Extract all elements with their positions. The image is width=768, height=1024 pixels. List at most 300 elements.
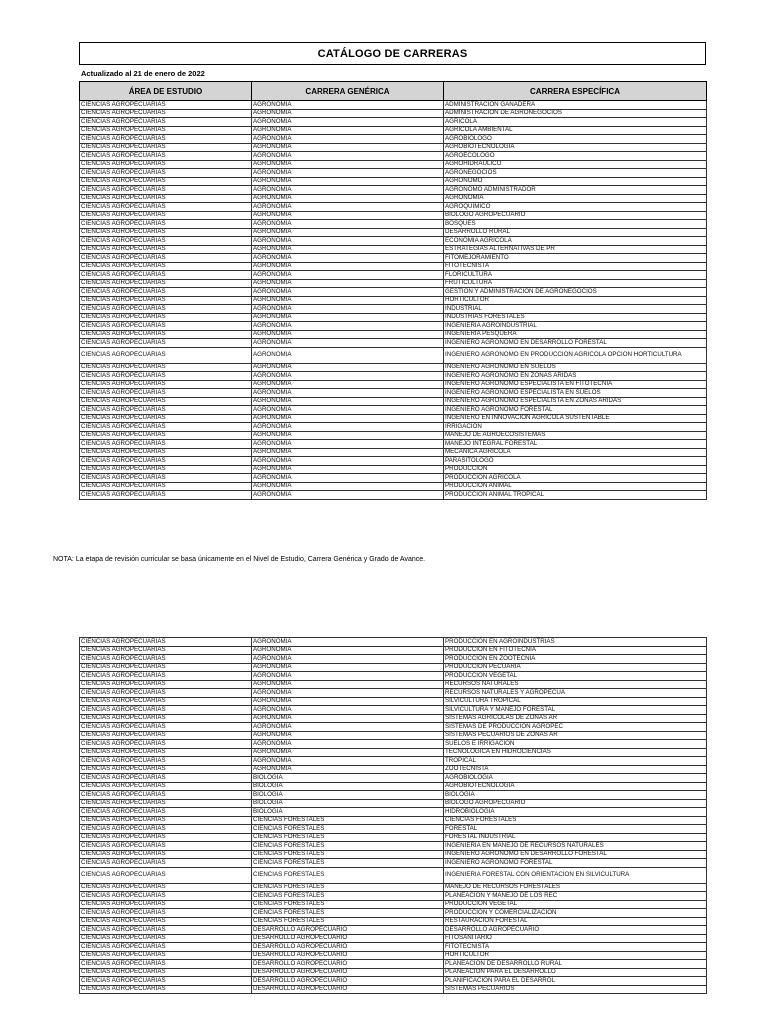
cell-area-estudio: CIENCIAS AGROPECUARIAS — [80, 109, 252, 118]
cell-area-estudio: CIENCIAS AGROPECUARIAS — [80, 655, 252, 664]
cell-area-estudio: CIENCIAS AGROPECUARIAS — [80, 977, 252, 986]
table-row — [80, 482, 707, 491]
table-row — [80, 791, 707, 800]
cell-carrera-generica: AGRONOMIA — [252, 491, 444, 500]
table-row — [80, 731, 707, 740]
table-row — [80, 160, 707, 169]
table-row — [80, 126, 707, 135]
cell-carrera-especifica: PLANEACION DE DESARROLLO RURAL — [444, 960, 707, 969]
cell-carrera-especifica: FITOMEJORAMIENTO — [444, 254, 707, 263]
cell-area-estudio: CIENCIAS AGROPECUARIAS — [80, 808, 252, 817]
cell-area-estudio: CIENCIAS AGROPECUARIAS — [80, 186, 252, 195]
table-row — [80, 723, 707, 732]
cell-carrera-especifica: INGENIERO AGRONOMO EN DESARROLLO FORESTAL — [444, 850, 707, 859]
table-row — [80, 330, 707, 339]
cell-area-estudio: CIENCIAS AGROPECUARIAS — [80, 389, 252, 398]
cell-carrera-especifica: IRRIGACION — [444, 423, 707, 432]
cell-carrera-especifica: PRODUCCION EN ZOOTECNIA — [444, 655, 707, 664]
cell-area-estudio: CIENCIAS AGROPECUARIAS — [80, 414, 252, 423]
cell-carrera-especifica: AGRONEGOCIOS — [444, 169, 707, 178]
cell-carrera-generica: DESARROLLO AGROPECUARIO — [252, 985, 444, 994]
cell-carrera-generica: DESARROLLO AGROPECUARIO — [252, 968, 444, 977]
cell-carrera-generica: AGRONOMIA — [252, 169, 444, 178]
cell-carrera-generica: AGRONOMIA — [252, 680, 444, 689]
cell-carrera-generica: DESARROLLO AGROPECUARIO — [252, 960, 444, 969]
cell-carrera-especifica: FORESTAL — [444, 825, 707, 834]
cell-area-estudio: CIENCIAS AGROPECUARIAS — [80, 423, 252, 432]
table-row — [80, 457, 707, 466]
cell-carrera-especifica: PRODUCCION PECUARIA — [444, 663, 707, 672]
cell-area-estudio: CIENCIAS AGROPECUARIAS — [80, 465, 252, 474]
cell-area-estudio: CIENCIAS AGROPECUARIAS — [80, 101, 252, 110]
cell-area-estudio: CIENCIAS AGROPECUARIAS — [80, 689, 252, 698]
cell-carrera-generica: AGRONOMIA — [252, 731, 444, 740]
table-row — [80, 985, 707, 994]
cell-carrera-especifica: INGENIERIA EN MANEJO DE RECURSOS NATURALES — [444, 842, 707, 851]
cell-carrera-especifica: SISTEMAS DE PRODUCCION AGROPEC — [444, 723, 707, 732]
cell-carrera-especifica: PRODUCCION VEGETAL — [444, 672, 707, 681]
cell-area-estudio: CIENCIAS AGROPECUARIAS — [80, 271, 252, 280]
cell-area-estudio: CIENCIAS AGROPECUARIAS — [80, 305, 252, 314]
table-row — [80, 211, 707, 220]
cell-carrera-generica: AGRONOMIA — [252, 740, 444, 749]
cell-area-estudio: CIENCIAS AGROPECUARIAS — [80, 220, 252, 229]
cell-carrera-generica: AGRONOMIA — [252, 152, 444, 161]
catalog-title: CATÁLOGO DE CARRERAS — [317, 47, 468, 60]
cell-carrera-generica: AGRONOMIA — [252, 211, 444, 220]
cell-carrera-especifica: SILVICULTURA TROPICAL — [444, 697, 707, 706]
cell-area-estudio: CIENCIAS AGROPECUARIAS — [80, 431, 252, 440]
cell-carrera-generica: BIOLOGIA — [252, 774, 444, 783]
cell-area-estudio: CIENCIAS AGROPECUARIAS — [80, 397, 252, 406]
cell-area-estudio: CIENCIAS AGROPECUARIAS — [80, 288, 252, 297]
cell-carrera-especifica: FRUTICULTURA — [444, 279, 707, 288]
cell-area-estudio: CIENCIAS AGROPECUARIAS — [80, 322, 252, 331]
cell-carrera-generica: AGRONOMIA — [252, 689, 444, 698]
table-row — [80, 833, 707, 842]
cell-area-estudio: CIENCIAS AGROPECUARIAS — [80, 448, 252, 457]
cell-carrera-especifica: PRODUCCION EN AGROINDUSTRIAS — [444, 638, 707, 647]
table-row — [80, 271, 707, 280]
cell-carrera-generica: AGRONOMIA — [252, 414, 444, 423]
table-row — [80, 663, 707, 672]
cell-carrera-especifica: AGRICOLA AMBIENTAL — [444, 126, 707, 135]
cell-carrera-especifica: INGENIERO AGRONOMO EN DESARROLLO FORESTAL — [444, 339, 707, 348]
cell-area-estudio: CIENCIAS AGROPECUARIAS — [80, 169, 252, 178]
cell-area-estudio: CIENCIAS AGROPECUARIAS — [80, 960, 252, 969]
cell-carrera-generica: AGRONOMIA — [252, 279, 444, 288]
table-row — [80, 943, 707, 952]
cell-carrera-especifica: SISTEMAS AGRICOLAS DE ZONAS AR — [444, 714, 707, 723]
cell-area-estudio: CIENCIAS AGROPECUARIAS — [80, 723, 252, 732]
table-row — [80, 254, 707, 263]
cell-carrera-generica: AGRONOMIA — [252, 322, 444, 331]
cell-carrera-especifica: RECURSOS NATURALES — [444, 680, 707, 689]
cell-area-estudio: CIENCIAS AGROPECUARIAS — [80, 663, 252, 672]
cell-area-estudio: CIENCIAS AGROPECUARIAS — [80, 194, 252, 203]
cell-carrera-generica: AGRONOMIA — [252, 135, 444, 144]
cell-area-estudio: CIENCIAS AGROPECUARIAS — [80, 339, 252, 348]
cell-area-estudio: CIENCIAS AGROPECUARIAS — [80, 926, 252, 935]
table-row — [80, 672, 707, 681]
header-carrera-generica: CARRERA GENÉRICA — [252, 82, 444, 101]
cell-area-estudio: CIENCIAS AGROPECUARIAS — [80, 714, 252, 723]
table-body-page-2 — [80, 638, 707, 994]
cell-carrera-generica: CIENCIAS FORESTALES — [252, 883, 444, 892]
cell-carrera-generica: AGRONOMIA — [252, 160, 444, 169]
cell-area-estudio: CIENCIAS AGROPECUARIAS — [80, 706, 252, 715]
cell-carrera-generica: AGRONOMIA — [252, 638, 444, 647]
table-row — [80, 431, 707, 440]
cell-carrera-generica: CIENCIAS FORESTALES — [252, 892, 444, 901]
cell-carrera-especifica: AGROQUIMICO — [444, 203, 707, 212]
table-row — [80, 689, 707, 698]
table-row — [80, 296, 707, 305]
header-carrera-especifica: CARRERA ESPECÍFICA — [444, 82, 707, 101]
cell-carrera-generica: AGRONOMIA — [252, 646, 444, 655]
catalog-title-box — [79, 42, 706, 65]
cell-carrera-especifica: INGENIERO AGRONOMO EN ZONAS ARIDAS — [444, 372, 707, 381]
cell-carrera-generica: AGRONOMIA — [252, 186, 444, 195]
catalog-table-page-1 — [79, 81, 707, 500]
table-row — [80, 322, 707, 331]
cell-area-estudio: CIENCIAS AGROPECUARIAS — [80, 347, 252, 363]
table-row — [80, 339, 707, 348]
cell-carrera-especifica: DESARROLLO AGROPECUARIO — [444, 926, 707, 935]
cell-carrera-generica: CIENCIAS FORESTALES — [252, 816, 444, 825]
cell-carrera-generica: AGRONOMIA — [252, 363, 444, 372]
cell-carrera-generica: AGRONOMIA — [252, 296, 444, 305]
header-area-estudio: ÁREA DE ESTUDIO — [80, 82, 252, 101]
cell-carrera-especifica: PLANEACION PARA EL DESARROLLO — [444, 968, 707, 977]
cell-area-estudio: CIENCIAS AGROPECUARIAS — [80, 228, 252, 237]
cell-carrera-especifica: GESTION Y ADMINISTRACION DE AGRONEGOCIOS — [444, 288, 707, 297]
cell-carrera-especifica: AGROBIOTECNOLOGIA — [444, 782, 707, 791]
table-row — [80, 203, 707, 212]
cell-area-estudio: CIENCIAS AGROPECUARIAS — [80, 254, 252, 263]
cell-carrera-generica: AGRONOMIA — [252, 706, 444, 715]
cell-carrera-especifica: INGENIERO AGRONOMO EN SUELOS — [444, 363, 707, 372]
cell-carrera-especifica: INDUSTRIAL — [444, 305, 707, 314]
cell-area-estudio: CIENCIAS AGROPECUARIAS — [80, 934, 252, 943]
cell-carrera-generica: AGRONOMIA — [252, 757, 444, 766]
table-row — [80, 917, 707, 926]
cell-carrera-especifica: SISTEMAS PECUARIOS DE ZONAS AR — [444, 731, 707, 740]
table-row — [80, 808, 707, 817]
cell-carrera-especifica: AGROBIOTECNOLOGIA — [444, 143, 707, 152]
cell-carrera-generica: AGRONOMIA — [252, 423, 444, 432]
cell-carrera-generica: AGRONOMIA — [252, 372, 444, 381]
table-row — [80, 135, 707, 144]
cell-carrera-generica: AGRONOMIA — [252, 457, 444, 466]
cell-area-estudio: CIENCIAS AGROPECUARIAS — [80, 211, 252, 220]
table-row — [80, 245, 707, 254]
cell-carrera-especifica: ADMINISTRACION DE AGRONEGOCIOS — [444, 109, 707, 118]
cell-carrera-especifica: INGENIERO AGRONOMO FORESTAL — [444, 406, 707, 415]
cell-area-estudio: CIENCIAS AGROPECUARIAS — [80, 850, 252, 859]
cell-area-estudio: CIENCIAS AGROPECUARIAS — [80, 816, 252, 825]
updated-date: Actualizado al 21 de enero de 2022 — [81, 69, 205, 78]
cell-carrera-generica: BIOLOGIA — [252, 791, 444, 800]
cell-carrera-especifica: SISTEMAS PECUARIOS — [444, 985, 707, 994]
table-header-row — [80, 82, 707, 101]
cell-carrera-especifica: HORTICULTOR — [444, 296, 707, 305]
cell-carrera-especifica: RECURSOS NATURALES Y AGROPECUA — [444, 689, 707, 698]
cell-area-estudio: CIENCIAS AGROPECUARIAS — [80, 440, 252, 449]
catalog-table-page-2 — [79, 637, 707, 994]
cell-area-estudio: CIENCIAS AGROPECUARIAS — [80, 883, 252, 892]
cell-carrera-generica: CIENCIAS FORESTALES — [252, 917, 444, 926]
cell-carrera-especifica: AGROBIOLOGIA — [444, 774, 707, 783]
cell-carrera-generica: DESARROLLO AGROPECUARIO — [252, 943, 444, 952]
cell-carrera-generica: AGRONOMIA — [252, 723, 444, 732]
cell-carrera-generica: AGRONOMIA — [252, 389, 444, 398]
cell-carrera-generica: AGRONOMIA — [252, 697, 444, 706]
cell-carrera-especifica: BIOLOGO AGROPECUARIO — [444, 799, 707, 808]
table-row — [80, 859, 707, 868]
cell-carrera-especifica: FITOTECNISTA — [444, 262, 707, 271]
cell-carrera-generica: AGRONOMIA — [252, 118, 444, 127]
cell-carrera-especifica: RESTAURACION FORESTAL — [444, 917, 707, 926]
cell-carrera-generica: AGRONOMIA — [252, 465, 444, 474]
cell-carrera-especifica: PRODUCCION ANIMAL TROPICAL — [444, 491, 707, 500]
cell-area-estudio: CIENCIAS AGROPECUARIAS — [80, 968, 252, 977]
cell-carrera-generica: AGRONOMIA — [252, 339, 444, 348]
cell-carrera-especifica: MANEJO DE AGROECOSISTEMAS — [444, 431, 707, 440]
cell-area-estudio: CIENCIAS AGROPECUARIAS — [80, 748, 252, 757]
table-row — [80, 237, 707, 246]
cell-carrera-especifica: FITOTECNISTA — [444, 943, 707, 952]
cell-carrera-especifica: PRODUCCION ANIMAL — [444, 482, 707, 491]
cell-carrera-generica: AGRONOMIA — [252, 220, 444, 229]
cell-carrera-especifica: AGRONOMO — [444, 177, 707, 186]
cell-carrera-especifica: AGRONOMO ADMINISTRADOR — [444, 186, 707, 195]
table-row — [80, 177, 707, 186]
table-row — [80, 169, 707, 178]
table-row — [80, 892, 707, 901]
cell-area-estudio: CIENCIAS AGROPECUARIAS — [80, 245, 252, 254]
cell-area-estudio: CIENCIAS AGROPECUARIAS — [80, 177, 252, 186]
cell-carrera-especifica: INGENIERO EN INNOVACION AGRICOLA SUSTENTABLE — [444, 414, 707, 423]
cell-carrera-especifica: ECONOMIA AGRICOLA — [444, 237, 707, 246]
table-row — [80, 279, 707, 288]
table-row — [80, 909, 707, 918]
cell-carrera-especifica: CIENCIAS FORESTALES — [444, 816, 707, 825]
cell-carrera-especifica: AGROHIDRAULICO — [444, 160, 707, 169]
table-row — [80, 740, 707, 749]
cell-carrera-generica: AGRONOMIA — [252, 431, 444, 440]
table-row — [80, 680, 707, 689]
table-row — [80, 706, 707, 715]
cell-area-estudio: CIENCIAS AGROPECUARIAS — [80, 909, 252, 918]
cell-carrera-generica: AGRONOMIA — [252, 177, 444, 186]
cell-carrera-especifica: INGENIERO AGRONOMO ESPECIALISTA EN FITOTECNIA — [444, 380, 707, 389]
cell-carrera-especifica: ESTRATEGIAS ALTERNATIVAS DE PR — [444, 245, 707, 254]
cell-area-estudio: CIENCIAS AGROPECUARIAS — [80, 765, 252, 774]
cell-area-estudio: CIENCIAS AGROPECUARIAS — [80, 406, 252, 415]
cell-area-estudio: CIENCIAS AGROPECUARIAS — [80, 482, 252, 491]
table-row — [80, 638, 707, 647]
cell-carrera-generica: AGRONOMIA — [252, 655, 444, 664]
cell-carrera-generica: CIENCIAS FORESTALES — [252, 909, 444, 918]
table-row — [80, 748, 707, 757]
cell-area-estudio: CIENCIAS AGROPECUARIAS — [80, 900, 252, 909]
cell-area-estudio: CIENCIAS AGROPECUARIAS — [80, 143, 252, 152]
cell-area-estudio: CIENCIAS AGROPECUARIAS — [80, 859, 252, 868]
table-row — [80, 406, 707, 415]
cell-carrera-especifica: HIDROBIOLOGIA — [444, 808, 707, 817]
cell-carrera-generica: DESARROLLO AGROPECUARIO — [252, 926, 444, 935]
cell-area-estudio: CIENCIAS AGROPECUARIAS — [80, 833, 252, 842]
table-row — [80, 363, 707, 372]
cell-area-estudio: CIENCIAS AGROPECUARIAS — [80, 491, 252, 500]
cell-area-estudio: CIENCIAS AGROPECUARIAS — [80, 757, 252, 766]
cell-area-estudio: CIENCIAS AGROPECUARIAS — [80, 203, 252, 212]
table-row — [80, 389, 707, 398]
cell-carrera-especifica: TECNOLOGICA EN HIDROCIENCIAS — [444, 748, 707, 757]
table-row — [80, 288, 707, 297]
table-row — [80, 646, 707, 655]
table-row — [80, 816, 707, 825]
cell-carrera-generica: AGRONOMIA — [252, 672, 444, 681]
cell-carrera-generica: CIENCIAS FORESTALES — [252, 825, 444, 834]
cell-carrera-generica: CIENCIAS FORESTALES — [252, 850, 444, 859]
table-row — [80, 883, 707, 892]
cell-area-estudio: CIENCIAS AGROPECUARIAS — [80, 740, 252, 749]
cell-carrera-generica: CIENCIAS FORESTALES — [252, 833, 444, 842]
table-row — [80, 228, 707, 237]
table-row — [80, 934, 707, 943]
cell-area-estudio: CIENCIAS AGROPECUARIAS — [80, 892, 252, 901]
cell-carrera-especifica: AGROBIOLOGO — [444, 135, 707, 144]
cell-area-estudio: CIENCIAS AGROPECUARIAS — [80, 791, 252, 800]
table-row — [80, 655, 707, 664]
table-row — [80, 867, 707, 883]
cell-area-estudio: CIENCIAS AGROPECUARIAS — [80, 782, 252, 791]
table-row — [80, 474, 707, 483]
table-row — [80, 757, 707, 766]
cell-carrera-especifica: DESARROLLO RURAL — [444, 228, 707, 237]
cell-carrera-generica: AGRONOMIA — [252, 448, 444, 457]
table-row — [80, 900, 707, 909]
table-row — [80, 262, 707, 271]
table-row — [80, 440, 707, 449]
table-row — [80, 960, 707, 969]
cell-carrera-especifica: INGENIERO AGRONOMO ESPECIALISTA EN ZONAS ARIDAS — [444, 397, 707, 406]
cell-area-estudio: CIENCIAS AGROPECUARIAS — [80, 237, 252, 246]
table-row — [80, 347, 707, 363]
table-row — [80, 186, 707, 195]
cell-carrera-generica: AGRONOMIA — [252, 271, 444, 280]
cell-carrera-generica: CIENCIAS FORESTALES — [252, 842, 444, 851]
table-row — [80, 968, 707, 977]
cell-area-estudio: CIENCIAS AGROPECUARIAS — [80, 380, 252, 389]
cell-area-estudio: CIENCIAS AGROPECUARIAS — [80, 943, 252, 952]
cell-carrera-generica: AGRONOMIA — [252, 748, 444, 757]
cell-carrera-especifica: FITOSANITARIO — [444, 934, 707, 943]
cell-carrera-especifica: AGRONOMIA — [444, 194, 707, 203]
cell-area-estudio: CIENCIAS AGROPECUARIAS — [80, 160, 252, 169]
cell-carrera-especifica: PRODUCCION EN FITOTECNIA — [444, 646, 707, 655]
table-row — [80, 194, 707, 203]
table-row — [80, 101, 707, 110]
cell-area-estudio: CIENCIAS AGROPECUARIAS — [80, 842, 252, 851]
cell-carrera-generica: AGRONOMIA — [252, 262, 444, 271]
cell-carrera-generica: DESARROLLO AGROPECUARIO — [252, 951, 444, 960]
table-row — [80, 397, 707, 406]
table-row — [80, 143, 707, 152]
cell-carrera-especifica: SUELOS E IRRIGACION — [444, 740, 707, 749]
cell-area-estudio: CIENCIAS AGROPECUARIAS — [80, 985, 252, 994]
cell-area-estudio: CIENCIAS AGROPECUARIAS — [80, 279, 252, 288]
cell-carrera-generica: AGRONOMIA — [252, 101, 444, 110]
cell-carrera-generica: CIENCIAS FORESTALES — [252, 859, 444, 868]
cell-area-estudio: CIENCIAS AGROPECUARIAS — [80, 680, 252, 689]
cell-carrera-especifica: PLANEACION Y MANEJO DE LOS REC — [444, 892, 707, 901]
cell-carrera-generica: AGRONOMIA — [252, 440, 444, 449]
cell-carrera-especifica: INGENIERIA PESQUERA — [444, 330, 707, 339]
cell-area-estudio: CIENCIAS AGROPECUARIAS — [80, 774, 252, 783]
cell-carrera-generica: AGRONOMIA — [252, 237, 444, 246]
cell-carrera-especifica: MANEJO DE RECURSOS FORESTALES — [444, 883, 707, 892]
cell-carrera-generica: AGRONOMIA — [252, 406, 444, 415]
cell-carrera-generica: AGRONOMIA — [252, 347, 444, 363]
cell-area-estudio: CIENCIAS AGROPECUARIAS — [80, 731, 252, 740]
cell-carrera-especifica: MANEJO INTEGRAL FORESTAL — [444, 440, 707, 449]
table-row — [80, 423, 707, 432]
table-row — [80, 313, 707, 322]
cell-carrera-especifica: INGENIERO AGRONOMO FORESTAL — [444, 859, 707, 868]
cell-carrera-especifica: FORESTAL INDUSTRIAL — [444, 833, 707, 842]
table-row — [80, 714, 707, 723]
cell-carrera-generica: CIENCIAS FORESTALES — [252, 867, 444, 883]
cell-carrera-especifica: HORTICULTOR — [444, 951, 707, 960]
table-row — [80, 380, 707, 389]
cell-carrera-especifica: PRODUCCION AGRICOLA — [444, 474, 707, 483]
cell-area-estudio: CIENCIAS AGROPECUARIAS — [80, 363, 252, 372]
cell-carrera-especifica: ADMINISTRACION GANADERA — [444, 101, 707, 110]
cell-carrera-generica: AGRONOMIA — [252, 474, 444, 483]
table-row — [80, 372, 707, 381]
cell-carrera-especifica: FLORICULTURA — [444, 271, 707, 280]
footnote: NOTA: La etapa de revisión curricular se basa únicamente en el Nivel de Estudio, Carrera Genérica y Grado de Avance. — [53, 556, 426, 563]
cell-carrera-generica: AGRONOMIA — [252, 330, 444, 339]
table-body-page-1 — [80, 101, 707, 500]
cell-area-estudio: CIENCIAS AGROPECUARIAS — [80, 330, 252, 339]
cell-area-estudio: CIENCIAS AGROPECUARIAS — [80, 118, 252, 127]
cell-carrera-especifica: PLANIFICACION PARA EL DESARROL — [444, 977, 707, 986]
cell-carrera-generica: BIOLOGIA — [252, 799, 444, 808]
cell-area-estudio: CIENCIAS AGROPECUARIAS — [80, 135, 252, 144]
cell-carrera-especifica: MECANICA AGRICOLA — [444, 448, 707, 457]
cell-carrera-especifica: PRODUCCION Y COMERCIALIZACION — [444, 909, 707, 918]
cell-area-estudio: CIENCIAS AGROPECUARIAS — [80, 372, 252, 381]
cell-carrera-especifica: SILVICULTURA Y MANEJO FORESTAL — [444, 706, 707, 715]
cell-area-estudio: CIENCIAS AGROPECUARIAS — [80, 126, 252, 135]
cell-area-estudio: CIENCIAS AGROPECUARIAS — [80, 917, 252, 926]
cell-carrera-especifica: INGENIERIA AGROINDUSTRIAL — [444, 322, 707, 331]
cell-area-estudio: CIENCIAS AGROPECUARIAS — [80, 457, 252, 466]
table-row — [80, 305, 707, 314]
cell-carrera-generica: AGRONOMIA — [252, 143, 444, 152]
table-row — [80, 774, 707, 783]
table-row — [80, 152, 707, 161]
table-row — [80, 977, 707, 986]
cell-carrera-generica: AGRONOMIA — [252, 313, 444, 322]
table-row — [80, 414, 707, 423]
cell-carrera-especifica: PARASITOLOGO — [444, 457, 707, 466]
cell-carrera-generica: BIOLOGIA — [252, 782, 444, 791]
